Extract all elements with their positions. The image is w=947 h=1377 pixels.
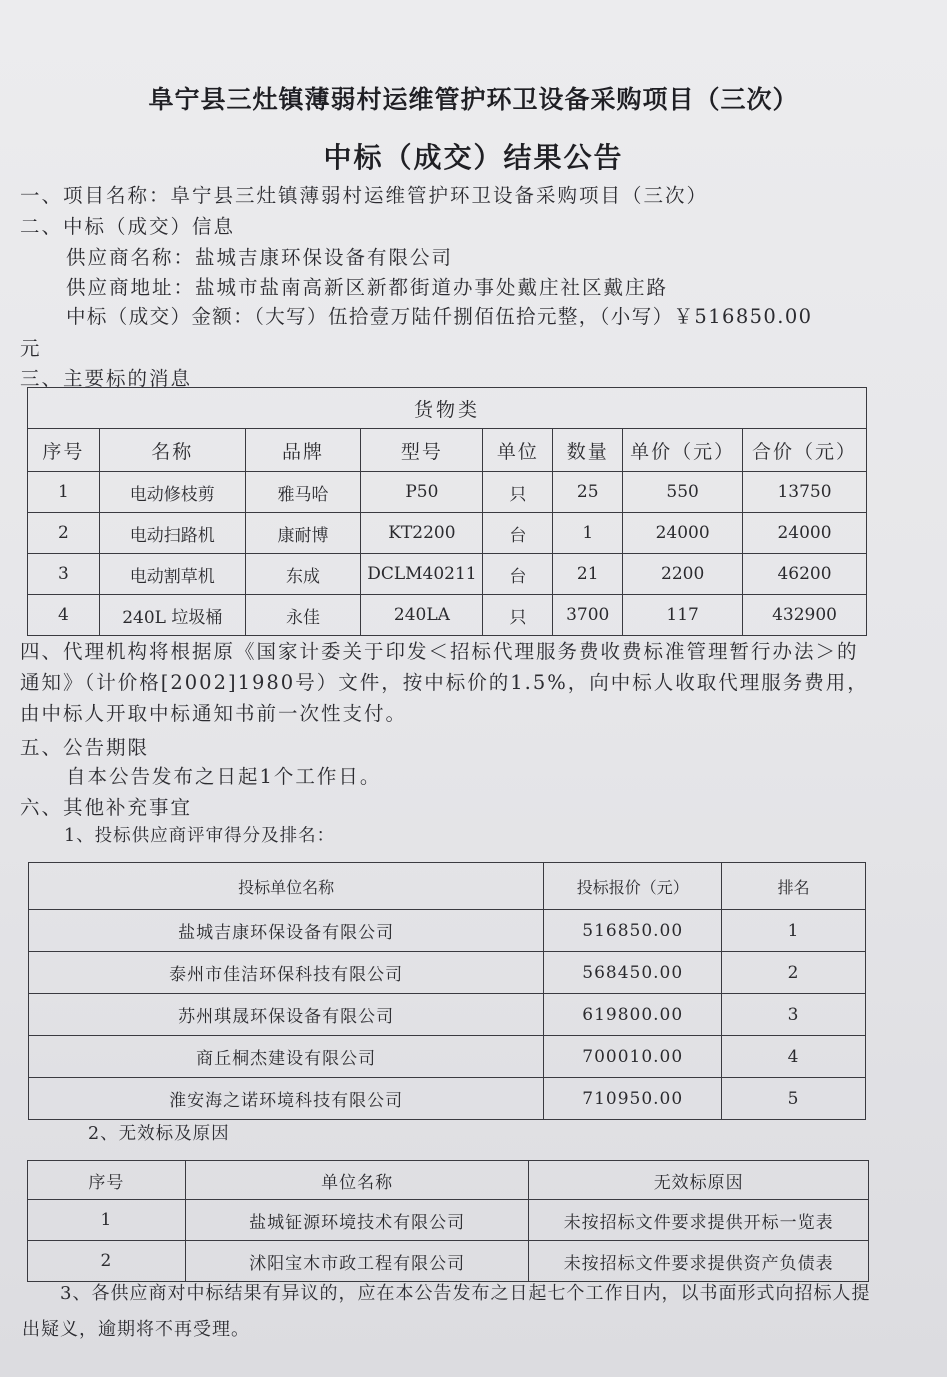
table-cell: 只 bbox=[483, 595, 553, 636]
table-cell: 雅马哈 bbox=[245, 472, 361, 513]
table-cell: 240LA bbox=[361, 595, 483, 636]
table-cell: 康耐博 bbox=[245, 513, 361, 554]
col-header: 单位名称 bbox=[185, 1161, 529, 1200]
sub-invalid-heading: 2、无效标及原因 bbox=[88, 1124, 230, 1144]
notice-period-body: 自本公告发布之日起1个工作日。 bbox=[66, 765, 382, 788]
table-cell: 电动修枝剪 bbox=[99, 472, 245, 513]
table-row bbox=[28, 1200, 869, 1241]
table-cell: 619800.00 bbox=[544, 994, 722, 1036]
title-line-1: 阜宁县三灶镇薄弱村运维管护环卫设备采购项目（三次） bbox=[148, 85, 799, 114]
table-cell: 2 bbox=[722, 952, 866, 994]
table-cell: 1 bbox=[28, 1200, 186, 1241]
sub-objection-note: 3、各供应商对中标结果有异议的，应在本公告发布之日起七个工作日内，以书面形式向招标人提出疑义，逾期将不再受理。 bbox=[22, 1283, 871, 1340]
invalid-header-row bbox=[28, 1161, 869, 1200]
section-other-matters: 六、其他补充事宜 bbox=[20, 796, 193, 819]
table-row bbox=[28, 554, 867, 595]
table-cell: 电动扫路机 bbox=[99, 513, 245, 554]
table-cell: 只 bbox=[483, 472, 553, 513]
ranking-table bbox=[28, 862, 866, 1120]
table-row bbox=[29, 952, 866, 994]
table-cell: 盐城钲源环境技术有限公司 bbox=[185, 1200, 529, 1241]
sub-ranking-heading: 1、投标供应商评审得分及排名： bbox=[64, 826, 336, 846]
table-cell: 4 bbox=[28, 595, 100, 636]
goods-category: 货物类 bbox=[28, 388, 867, 429]
table-cell: 3 bbox=[722, 994, 866, 1036]
supplier-name: 供应商名称：盐城吉康环保设备有限公司 bbox=[66, 246, 454, 269]
section-project-name: 一、项目名称：阜宁县三灶镇薄弱村运维管护环卫设备采购项目（三次） bbox=[20, 184, 709, 207]
table-cell: 117 bbox=[623, 595, 743, 636]
table-cell: P50 bbox=[361, 472, 483, 513]
table-cell: 568450.00 bbox=[544, 952, 722, 994]
award-amount: 中标（成交）金额：（大写）伍拾壹万陆仟捌佰伍拾元整，（小写）￥516850.00 bbox=[66, 305, 813, 328]
col-header: 名称 bbox=[99, 429, 245, 472]
table-cell: 3700 bbox=[553, 595, 623, 636]
table-cell: 46200 bbox=[743, 554, 867, 595]
table-cell: 台 bbox=[483, 513, 553, 554]
table-cell: 710950.00 bbox=[544, 1078, 722, 1120]
table-cell: 550 bbox=[623, 472, 743, 513]
table-cell: 1 bbox=[553, 513, 623, 554]
section-notice-period: 五、公告期限 bbox=[20, 736, 150, 759]
table-cell: 东成 bbox=[245, 554, 361, 595]
table-cell: 2 bbox=[28, 1241, 186, 1282]
col-header: 投标报价（元） bbox=[544, 863, 722, 910]
table-cell: 5 bbox=[722, 1078, 866, 1120]
award-amount-unit: 元 bbox=[20, 337, 42, 360]
section-main-items: 三、主要标的消息 bbox=[20, 367, 193, 390]
table-cell: 700010.00 bbox=[544, 1036, 722, 1078]
table-row bbox=[28, 472, 867, 513]
table-cell: 24000 bbox=[623, 513, 743, 554]
title-line-2: 中标（成交）结果公告 bbox=[323, 141, 624, 174]
table-cell: 2200 bbox=[623, 554, 743, 595]
table-cell: KT2200 bbox=[361, 513, 483, 554]
table-cell: 1 bbox=[28, 472, 100, 513]
ranking-header-row bbox=[29, 863, 866, 910]
table-row bbox=[29, 994, 866, 1036]
table-cell: 苏州琪晟环保设备有限公司 bbox=[29, 994, 544, 1036]
invalid-bids-table bbox=[27, 1160, 869, 1282]
table-cell: 25 bbox=[553, 472, 623, 513]
section-award-info: 二、中标（成交）信息 bbox=[20, 215, 236, 238]
table-cell: 2 bbox=[28, 513, 100, 554]
table-row bbox=[29, 1036, 866, 1078]
table-cell: 商丘桐杰建设有限公司 bbox=[29, 1036, 544, 1078]
table-cell: 电动割草机 bbox=[99, 554, 245, 595]
col-header: 数量 bbox=[553, 429, 623, 472]
col-header: 排名 bbox=[722, 863, 866, 910]
table-cell: 4 bbox=[722, 1036, 866, 1078]
table-row bbox=[29, 910, 866, 952]
supplier-address: 供应商地址：盐城市盐南高新区新都街道办事处戴庄社区戴庄路 bbox=[66, 276, 669, 299]
table-cell: 盐城吉康环保设备有限公司 bbox=[29, 910, 544, 952]
table-cell: 516850.00 bbox=[544, 910, 722, 952]
col-header: 投标单位名称 bbox=[29, 863, 544, 910]
col-header: 合价（元） bbox=[743, 429, 867, 472]
col-header: 序号 bbox=[28, 1161, 186, 1200]
col-header: 型号 bbox=[361, 429, 483, 472]
section-agency-fee: 四、代理机构将根据原《国家计委关于印发＜招标代理服务费收费标准管理暂行办法＞的通知》（计价格[2002]1980号）文件，按中标价的1.5%，向中标人收取代理服务费用，由中标人开取中标通知书前一次性支付。 bbox=[20, 640, 869, 725]
table-cell: 淮安海之诺环境科技有限公司 bbox=[29, 1078, 544, 1120]
table-cell: 21 bbox=[553, 554, 623, 595]
col-header: 序号 bbox=[28, 429, 100, 472]
goods-header-row bbox=[28, 429, 867, 472]
table-cell: 沭阳宝木市政工程有限公司 bbox=[185, 1241, 529, 1282]
col-header: 单位 bbox=[483, 429, 553, 472]
table-cell: 3 bbox=[28, 554, 100, 595]
goods-table bbox=[27, 387, 867, 636]
table-cell: 未按招标文件要求提供开标一览表 bbox=[529, 1200, 869, 1241]
table-cell: 13750 bbox=[743, 472, 867, 513]
table-cell: 未按招标文件要求提供资产负债表 bbox=[529, 1241, 869, 1282]
table-row bbox=[28, 513, 867, 554]
table-cell: 泰州市佳洁环保科技有限公司 bbox=[29, 952, 544, 994]
table-cell: 24000 bbox=[743, 513, 867, 554]
table-cell: 432900 bbox=[743, 595, 867, 636]
col-header: 品牌 bbox=[245, 429, 361, 472]
col-header: 无效标原因 bbox=[529, 1161, 869, 1200]
table-row bbox=[29, 1078, 866, 1120]
table-cell: 240L 垃圾桶 bbox=[99, 595, 245, 636]
table-cell: 台 bbox=[483, 554, 553, 595]
table-row bbox=[28, 595, 867, 636]
col-header: 单价（元） bbox=[623, 429, 743, 472]
table-cell: 1 bbox=[722, 910, 866, 952]
table-cell: DCLM40211 bbox=[361, 554, 483, 595]
table-cell: 永佳 bbox=[245, 595, 361, 636]
